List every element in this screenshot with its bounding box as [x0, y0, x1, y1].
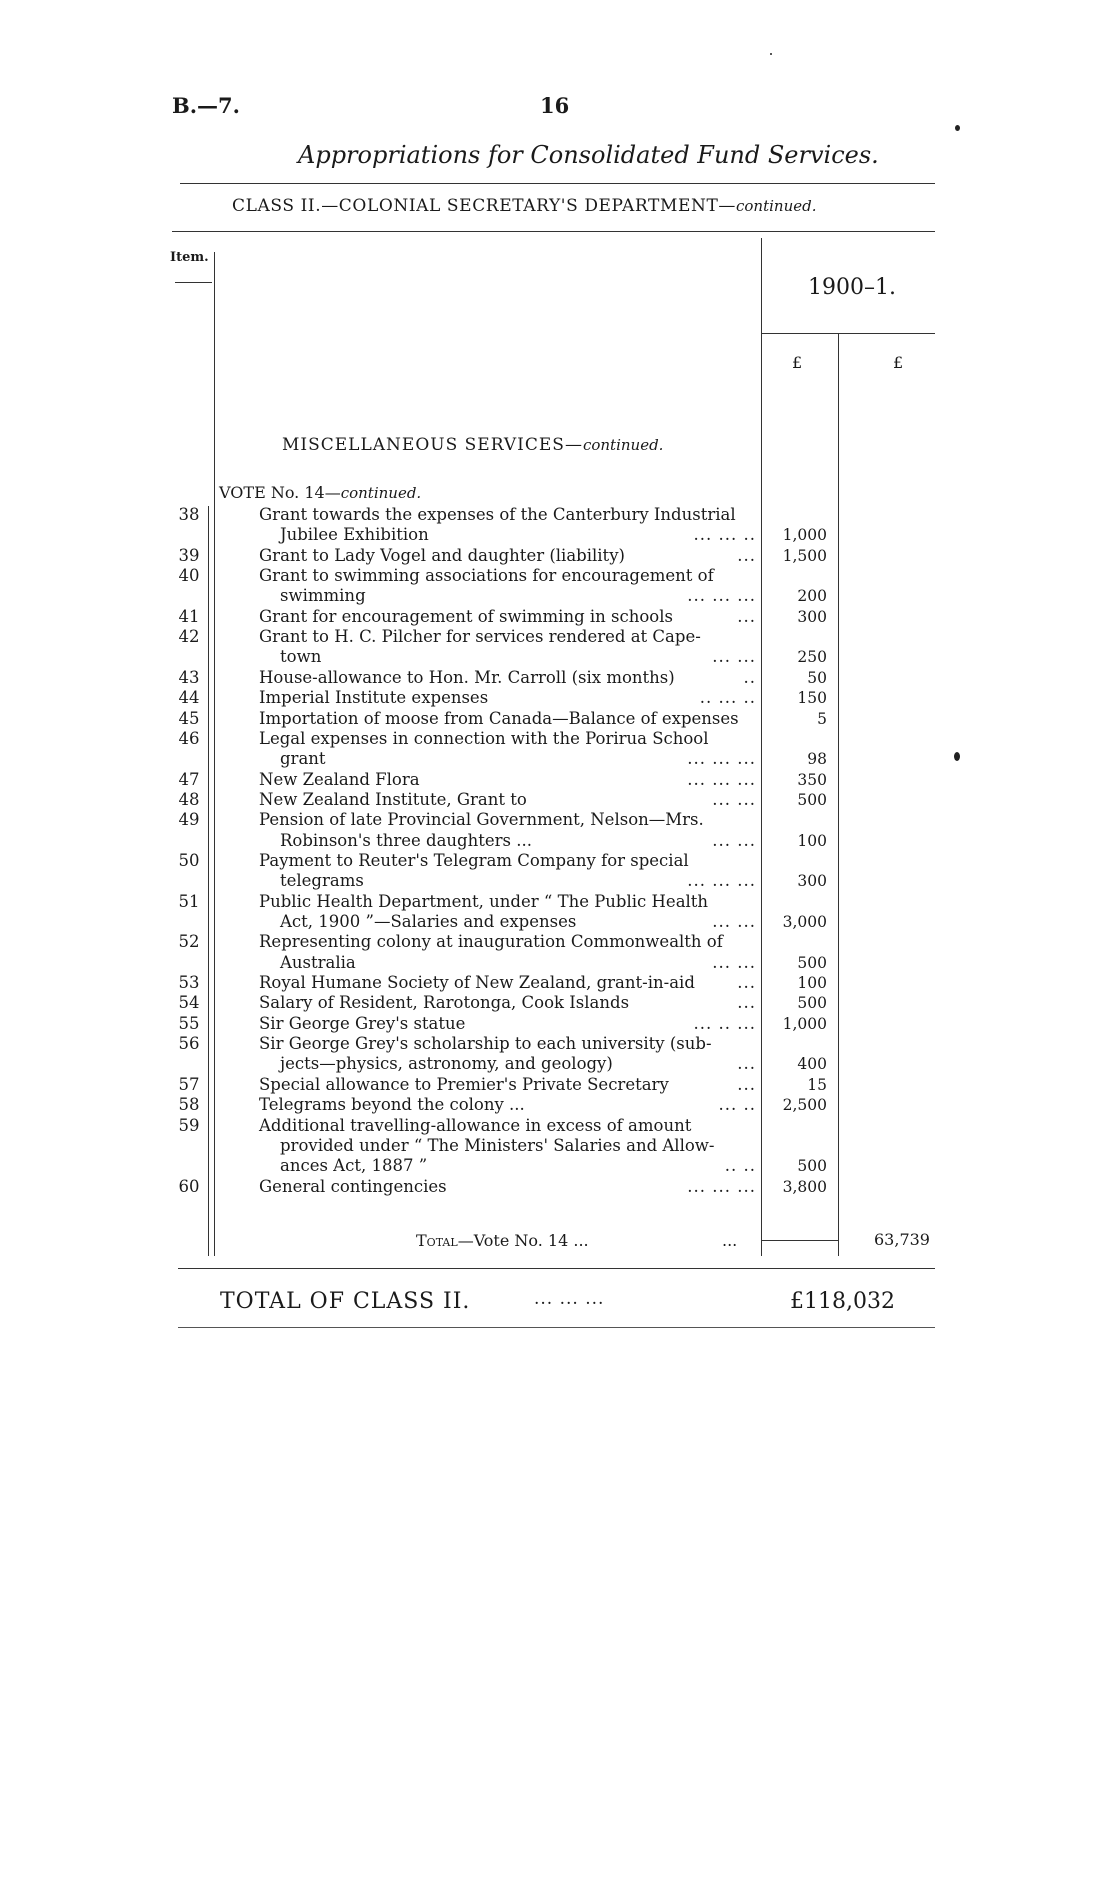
item-description: telegrams — [280, 871, 364, 890]
item-number: 46 — [178, 729, 200, 748]
item-amount: 500 — [797, 954, 827, 972]
item-number: 42 — [178, 627, 200, 646]
item-header-underline — [175, 282, 212, 283]
item-amount: 5 — [817, 710, 827, 728]
leader-dots: ... ... .. — [693, 525, 756, 544]
leader-dots: ... ... — [712, 953, 756, 972]
leader-dots: .. .. — [724, 1156, 756, 1175]
item-number: 59 — [178, 1116, 200, 1135]
item-number: 45 — [178, 709, 200, 728]
item-number: 53 — [178, 973, 200, 992]
vote-heading — [219, 483, 421, 502]
item-number: 44 — [178, 688, 200, 707]
scan-speck — [955, 125, 960, 131]
item-amount: 98 — [807, 750, 827, 768]
table-row — [0, 729, 1114, 749]
item-description: Salary of Resident, Rarotonga, Cook Islands — [259, 993, 630, 1012]
item-description: Additional travelling-allowance in excess of amount — [259, 1116, 692, 1135]
item-number: 55 — [178, 1014, 200, 1033]
leader-dots: ... ... — [712, 647, 756, 666]
item-number: 56 — [178, 1034, 200, 1053]
table-row — [0, 546, 1114, 566]
leader-dots: ... — [737, 546, 756, 565]
vote-total-label-text: —Vote No. 14 ... — [457, 1231, 589, 1250]
section-title-text: MISCELLANEOUS SERVICES— — [282, 435, 583, 455]
item-description: New Zealand Flora — [259, 770, 420, 789]
leader-dots: ... — [737, 1075, 756, 1094]
leader-dots: ... .. — [718, 1095, 756, 1114]
leader-dots: ... — [737, 607, 756, 626]
item-description: Grant to Lady Vogel and daughter (liability) — [259, 546, 625, 565]
item-number: 52 — [178, 932, 200, 951]
vote-total-dots: ... — [722, 1231, 738, 1250]
class-total-dots: ... ... ... — [534, 1289, 605, 1309]
item-description: House-allowance to Hon. Mr. Carroll (six months) — [259, 668, 675, 687]
item-number: 51 — [178, 892, 200, 911]
item-amount: 500 — [797, 791, 827, 809]
table-row — [0, 912, 1114, 932]
table-row — [0, 566, 1114, 586]
item-amount: 300 — [797, 872, 827, 890]
table-row — [0, 790, 1114, 810]
item-number: 39 — [178, 546, 200, 565]
table-row — [0, 1095, 1114, 1115]
item-amount: 1,000 — [782, 526, 827, 544]
vote-heading-text: VOTE No. 14— — [219, 483, 341, 502]
leader-dots: ... ... ... — [687, 586, 756, 605]
item-description: Representing colony at inauguration Commonwealth of — [259, 932, 723, 951]
year-underline — [762, 333, 935, 334]
item-description: Pension of late Provincial Government, Nelson—Mrs. — [259, 810, 704, 829]
item-description: grant — [280, 749, 326, 768]
item-description: New Zealand Institute, Grant to — [259, 790, 527, 809]
item-description: Grant to swimming associations for encouragement of — [259, 566, 714, 585]
vote-heading-cont: continued. — [340, 484, 422, 502]
item-description: Grant to H. C. Pilcher for services rendered at Cape- — [259, 627, 701, 646]
table-row — [0, 871, 1114, 891]
item-number: 50 — [178, 851, 200, 870]
item-description: Royal Humane Society of New Zealand, grant-in-aid — [259, 973, 695, 992]
table-row — [0, 953, 1114, 973]
table-row — [0, 932, 1114, 952]
item-description: Payment to Reuter's Telegram Company for special — [259, 851, 689, 870]
leader-dots: ... ... ... — [687, 1177, 756, 1196]
leader-dots: ... — [737, 1054, 756, 1073]
item-amount: 500 — [797, 1157, 827, 1175]
vote-total-amount: 63,739 — [874, 1230, 930, 1249]
year-header: 1900–1. — [808, 275, 896, 300]
item-amount: 3,800 — [782, 1178, 827, 1196]
leader-dots: ... — [737, 993, 756, 1012]
leader-dots: ... ... — [712, 831, 756, 850]
item-amount: 400 — [797, 1055, 827, 1073]
item-description: Grant towards the expenses of the Canterbury Industrial — [259, 505, 736, 524]
class-total-amount: £118,032 — [790, 1289, 895, 1314]
table-row — [0, 709, 1114, 729]
class-total-label — [220, 1289, 605, 1314]
page-subtitle: Appropriations for Consolidated Fund Services. — [298, 141, 879, 169]
scan-speck — [954, 752, 960, 761]
class-heading — [232, 196, 816, 216]
item-column-header: Item. — [170, 250, 209, 265]
class-heading-text: CLASS II.—COLONIAL SECRETARY'S DEPARTMENT— — [232, 196, 736, 216]
item-number: 49 — [178, 810, 200, 829]
table-row — [0, 668, 1114, 688]
item-number: 54 — [178, 993, 200, 1012]
table-row — [0, 892, 1114, 912]
table-row — [0, 1014, 1114, 1034]
item-description: swimming — [280, 586, 366, 605]
item-description: Public Health Department, under “ The Public Health — [259, 892, 709, 911]
item-amount: 150 — [797, 689, 827, 707]
table-row — [0, 810, 1114, 830]
leader-dots: ... ... ... — [687, 749, 756, 768]
pound-unit-col1: £ — [792, 353, 803, 372]
table-row — [0, 770, 1114, 790]
item-number: 48 — [178, 790, 200, 809]
scan-speck — [770, 53, 772, 55]
table-row — [0, 1054, 1114, 1074]
item-description: Australia — [280, 953, 356, 972]
item-amount: 300 — [797, 608, 827, 626]
page-number: 16 — [540, 93, 570, 118]
table-row — [0, 1156, 1114, 1176]
item-description: Special allowance to Premier's Private Secretary — [259, 1075, 669, 1094]
item-amount: 350 — [797, 771, 827, 789]
table-row — [0, 647, 1114, 667]
item-description: Importation of moose from Canada—Balance of expenses — [259, 709, 739, 728]
table-row — [0, 1116, 1114, 1136]
item-number: 40 — [178, 566, 200, 585]
rule-class-total-top — [178, 1268, 935, 1269]
section-title — [282, 435, 663, 455]
leader-dots: ... — [737, 973, 756, 992]
item-amount: 2,500 — [782, 1096, 827, 1114]
item-number: 57 — [178, 1075, 200, 1094]
item-amount: 50 — [807, 669, 827, 687]
table-row — [0, 525, 1114, 545]
item-amount: 250 — [797, 648, 827, 666]
item-amount: 3,000 — [782, 913, 827, 931]
leader-dots: ... ... ... — [687, 871, 756, 890]
item-number: 41 — [178, 607, 200, 626]
item-description: Imperial Institute expenses — [259, 688, 489, 707]
table-row — [0, 749, 1114, 769]
item-description: ances Act, 1887 ” — [280, 1156, 428, 1175]
leader-dots: ... ... ... — [687, 770, 756, 789]
leader-dots: .. ... .. — [699, 688, 756, 707]
table-row — [0, 505, 1114, 525]
item-amount: 500 — [797, 994, 827, 1012]
item-amount: 1,000 — [782, 1015, 827, 1033]
item-amount: 200 — [797, 587, 827, 605]
table-row — [0, 973, 1114, 993]
table-row — [0, 1034, 1114, 1054]
item-description: General contingencies — [259, 1177, 447, 1196]
table-row — [0, 1075, 1114, 1095]
leader-dots: .. — [743, 668, 756, 687]
item-amount: 100 — [797, 832, 827, 850]
item-number: 60 — [178, 1177, 200, 1196]
document-reference: B.—7. — [172, 93, 240, 118]
table-row — [0, 993, 1114, 1013]
item-number: 47 — [178, 770, 200, 789]
item-description: Sir George Grey's scholarship to each university (sub- — [259, 1034, 712, 1053]
table-row — [0, 831, 1114, 851]
leader-dots: ... .. ... — [693, 1014, 756, 1033]
item-number: 43 — [178, 668, 200, 687]
item-description: Legal expenses in connection with the Porirua School — [259, 729, 709, 748]
class-heading-cont: continued. — [735, 197, 817, 215]
item-description: Jubilee Exhibition — [280, 525, 429, 544]
item-description: Telegrams beyond the colony ... — [259, 1095, 525, 1114]
vote-total-label — [416, 1231, 738, 1250]
item-amount: 100 — [797, 974, 827, 992]
rule-table-top — [172, 231, 935, 232]
item-description: Sir George Grey's statue — [259, 1014, 466, 1033]
rule-bottom — [178, 1327, 935, 1328]
table-row — [0, 688, 1114, 708]
table-row — [0, 586, 1114, 606]
leader-dots: ... ... — [712, 912, 756, 931]
item-description: Act, 1900 ”—Salaries and expenses — [280, 912, 577, 931]
item-amount: 1,500 — [782, 547, 827, 565]
section-title-cont: continued. — [582, 436, 664, 454]
item-description: town — [280, 647, 322, 666]
table-row — [0, 1136, 1114, 1156]
rule-top — [180, 183, 935, 184]
vote-total-label-caps: Total — [416, 1231, 458, 1250]
table-row — [0, 851, 1114, 871]
item-amount: 15 — [807, 1076, 827, 1094]
table-row — [0, 607, 1114, 627]
table-row — [0, 1177, 1114, 1197]
item-number: 58 — [178, 1095, 200, 1114]
item-description: jects—physics, astronomy, and geology) — [280, 1054, 613, 1073]
leader-dots: ... ... — [712, 790, 756, 809]
item-number: 38 — [178, 505, 200, 524]
item-description: Grant for encouragement of swimming in schools — [259, 607, 673, 626]
table-row — [0, 627, 1114, 647]
item-description: provided under “ The Ministers' Salaries and Allow- — [280, 1136, 715, 1155]
class-total-label-text: TOTAL OF CLASS II. — [220, 1289, 471, 1314]
vote-total-rule — [762, 1240, 838, 1241]
item-description: Robinson's three daughters ... — [280, 831, 532, 850]
pound-unit-col2: £ — [893, 353, 904, 372]
